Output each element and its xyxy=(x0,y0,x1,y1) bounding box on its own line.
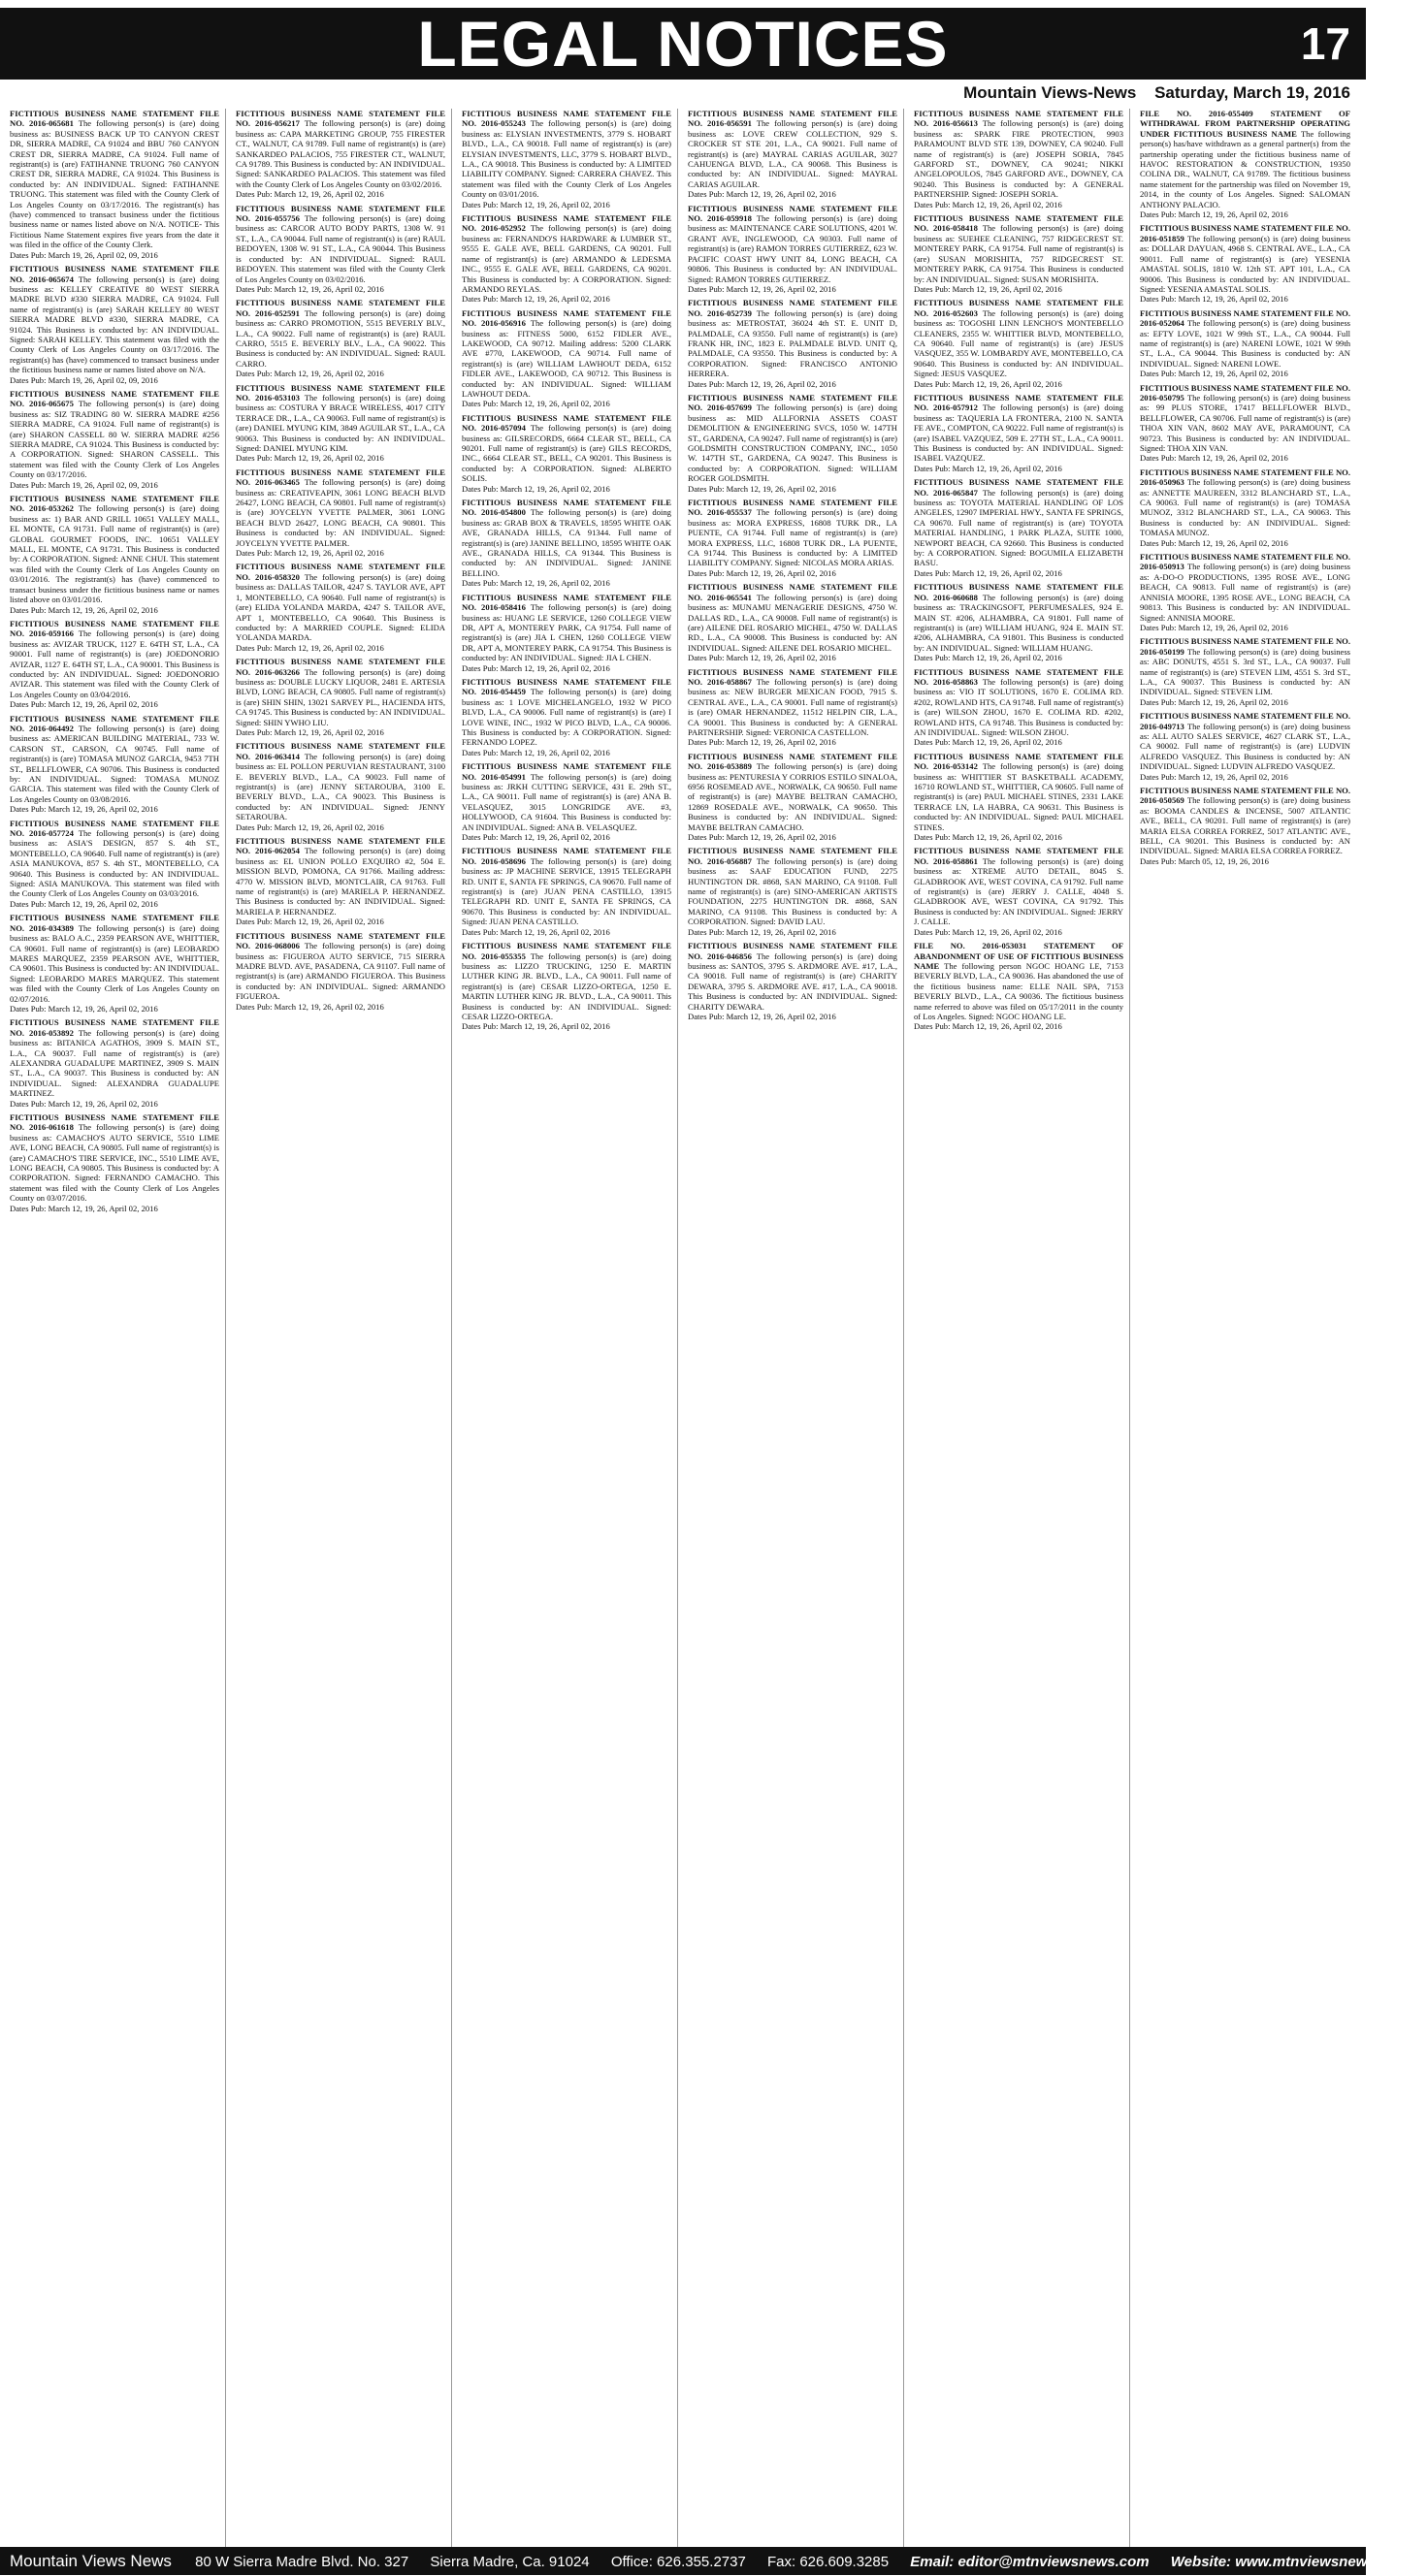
legal-notice xyxy=(462,213,671,305)
legal-notice xyxy=(914,213,1123,294)
legal-notice xyxy=(236,204,445,295)
legal-notice xyxy=(688,846,897,937)
masthead xyxy=(0,0,1366,105)
legal-notice xyxy=(688,204,897,295)
notice-heading: FICTITIOUS BUSINESS NAME STATEMENT FILE NO. 2016-056613 xyxy=(914,109,1123,129)
notice-pub-dates: Dates Pub: March 12, 19, 26, April 02, 2016 xyxy=(236,548,384,559)
notice-pub-dates: Dates Pub: March 12, 19, 26, April 02, 2016 xyxy=(688,1011,836,1021)
notice-body: The following person(s) is (are) doing business as: EL POLLON PERUVIAN RESTAURANT, 3100 E. BEVERLY BLVD., L.A., CA 90023. Full name of registrant(s) is (are) JENNY SETAROUBA, 3100 E. BEVERLY BLVD., L.A., CA 90023. This Business is conducted by: AN INDIVIDUAL. Signed: JENNY SETAROUBA. xyxy=(236,751,445,822)
notice-body: The following person(s) is (are) doing business as: SPARK FIRE PROTECTION, 9903 PARAMOUNT BLVD STE 139, DOWNEY, CA 90240. Full name of registrant(s) is (are) JOSEPH SORIA, 7845 GARFORD ST., DOWNEY, CA 90241; NIKKI ANGELOPOULOS, 7845 GARFORD AVE., DOWNEY, CA 90240. This Business is conducted by: A GENERAL PARTNERSHIP. Signed: JOSEPH SORIA. xyxy=(914,118,1123,200)
notice-heading: FICTITIOUS BUSINESS NAME STATEMENT FILE NO. 2016-054800 xyxy=(462,498,671,518)
notice-pub-dates: Dates Pub: March 12, 19, 26, April 02, 2016 xyxy=(10,1098,158,1109)
legal-notice xyxy=(1140,786,1350,866)
notice-pub-dates: Dates Pub: March 12, 19, 26, April 02, 2016 xyxy=(914,199,1062,209)
notice-heading: FILE NO. 2016-053031 STATEMENT OF ABANDONMENT OF USE OF FICTITIOUS BUSINESS NAME xyxy=(914,941,1123,971)
notice-pub-dates: Dates Pub: March 12, 19, 26, April 02, 2016 xyxy=(10,699,158,710)
legal-notice xyxy=(462,761,671,842)
notice-pub-dates: Dates Pub: March 12, 19, 26, April 02, 2016 xyxy=(1140,537,1288,548)
notice-body: The following person(s) is (are) doing business as: ABC DONUTS, 4551 S. 3rd ST., L.A., CA 90037. Full name of registrant(s) is (are) STEVEN LIM, 4551 S. 3rd ST., L.A., CA 90037. This Business is conducted by: AN INDIVIDUAL. Signed: STEVEN LIM. xyxy=(1140,646,1351,697)
legal-notice xyxy=(236,836,445,927)
notice-pub-dates: Dates Pub: March 12, 19, 26, April 02, 2016 xyxy=(462,578,610,589)
notice-heading: FICTITIOUS BUSINESS NAME STATEMENT FILE NO. 2016-055243 xyxy=(462,109,671,129)
notice-heading: FICTITIOUS BUSINESS NAME STATEMENT FILE NO. 2016-068006 xyxy=(236,930,445,951)
notice-heading: FICTITIOUS BUSINESS NAME STATEMENT FILE NO. 2016-065675 xyxy=(10,388,219,409)
notice-heading: FICTITIOUS BUSINESS NAME STATEMENT FILE NO. 2016-058416 xyxy=(462,592,671,613)
notice-heading: FICTITIOUS BUSINESS NAME STATEMENT FILE NO. 2016-050569 xyxy=(1140,786,1350,806)
notice-heading: FICTITIOUS BUSINESS NAME STATEMENT FILE NO. 2016-057724 xyxy=(10,818,219,839)
notice-heading: FICTITIOUS BUSINESS NAME STATEMENT FILE NO. 2016-052952 xyxy=(462,213,671,234)
legal-notice xyxy=(236,741,445,832)
notice-body: The following person NGOC HOANG LE, 7153 BEVERLY BLVD, L.A., CA 90036. Has abandoned the use of the fictitious business name: ELLE NAIL SPA, 7153 BEVERLY BLVD., L.A., CA 90036. The fictitious business name referred to above was filed on 05/17/2011 in the county of Los Angeles. Signed: NGOC HOANG LE. xyxy=(914,960,1123,1021)
notice-body: The following person(s) is (are) doing business as: KELLEY CREATIVE 80 WEST SIERRA MADRE BLVD #330 SIERRA MADRE, CA 91024. Full name of registrant(s) is (are) SARAH KELLEY 80 WEST SIERRA MADRE BLVD #330, SIERRA MADRE, CA 91024. This Business is conducted by: AN INDIVIDUAL. Signed: SARAH KELLEY. This statement was filed with the County Clerk of Los Angeles County on 03/17/2016. The registrant(s) has (have) commenced to transact business under the fictitious business name or names listed above on N/A. xyxy=(10,274,219,375)
notice-heading: FICTITIOUS BUSINESS NAME STATEMENT FILE NO. 2016-053892 xyxy=(10,1017,219,1038)
notice-pub-dates: Dates Pub: March 12, 19, 26, April 02, 2016 xyxy=(914,653,1062,663)
notice-body: The following person(s) is (are) doing business as: EL UNION POLLO EXQUIRO #2, 504 E. MISSION BLVD, POMONA, CA 91766. Mailing address: 4770 W. MISSION BLVD, MONTCLAIR, CA 91763. Full name of registrant(s) is (are) MARIELA P. HERNANDEZ. This Business is conducted by: AN INDIVIDUAL. Signed: MARIELA P. HERNANDEZ. xyxy=(236,846,445,917)
notice-pub-dates: Dates Pub: March 12, 19, 26, April 02, 2016 xyxy=(462,294,610,305)
legal-notice xyxy=(10,494,219,615)
notice-body: The following person(s) is (are) doing business as: DALLAS TAILOR, 4247 S. TAYLOR AVE, APT 1, MONTEBELLO, CA 90640. Full name of registrant(s) is (are) ELIDA YOLANDA MARDA, 4247 S. TAILOR AVE, APT 1, MONTEBELLO, CA 90640. This Business is conducted by: A MARRIED COUPLE. Signed: ELIDA YOLANDA MARDA. xyxy=(236,571,445,643)
notice-pub-dates: Dates Pub: March 12, 19, 26, April 02, 2016 xyxy=(914,1021,1062,1032)
footer-address: 80 W Sierra Madre Blvd. No. 327 xyxy=(195,2554,409,2570)
legal-notice xyxy=(236,467,445,559)
notice-pub-dates: Dates Pub: March 12, 19, 26, April 02, 2016 xyxy=(236,189,384,200)
notice-body: The following person(s) is (are) doing business as: MORA EXPRESS, 16808 TURK DR., LA PUENTE, CA 91744. Full name of registrant(s) is (are) MORA EXPRESS, LLC, 16808 TURK DR., LA PUENTE, CA 91744. This Business is conducted by: A LIMITED LIABILITY COMPANY. Signed: NICOLAS MORA ARIAS. xyxy=(688,507,897,568)
legal-notice xyxy=(688,393,897,494)
notice-heading: FICTITIOUS BUSINESS NAME STATEMENT FILE NO. 2016-061618 xyxy=(10,1112,219,1133)
notice-pub-dates: Dates Pub: March 19, 26, April 02, 09, 2016 xyxy=(10,374,158,385)
notice-pub-dates: Dates Pub: March 12, 19, 26, April 02, 2016 xyxy=(914,283,1062,294)
legal-notice xyxy=(1140,636,1350,707)
notice-body: The following person(s) is (are) doing business as: HUANG LE SERVICE, 1260 COLLEGE VIEW DR, APT A, MONTEREY PARK, CA 91754. Full name of registrant(s) is (are) JIA L CHEN, 1260 COLLEGE VIEW DR, APT A, MONTEREY PARK, CA 91754. This Business is conducted by: AN INDIVIDUAL. Signed: JIA L CHEN. xyxy=(462,602,671,663)
footer-fax: Fax: 626.609.3285 xyxy=(766,2554,890,2570)
notice-pub-dates: Dates Pub: March 12, 19, 26, April 02, 2016 xyxy=(462,926,610,937)
notice-body: The following person(s) is (are) doing business as: SUEHEE CLEANING, 757 RIDGECREST ST. MONTEREY PARK, CA 91754. Full name of registrant(s) is (are) SUSAN MORISHITA, 757 RIDGECREST ST. MONTEREY PARK, CA 91754. This Business is conducted by: AN INDIVIDUAL. Signed: SUSAN MORISHITA. xyxy=(914,223,1123,284)
notice-heading: FICTITIOUS BUSINESS NAME STATEMENT FILE NO. 2016-055537 xyxy=(688,498,897,518)
notice-heading: FICTITIOUS BUSINESS NAME STATEMENT FILE NO. 2016-058867 xyxy=(688,666,897,687)
notice-heading: FICTITIOUS BUSINESS NAME STATEMENT FILE NO. 2016-053103 xyxy=(236,382,445,402)
notice-heading: FICTITIOUS BUSINESS NAME STATEMENT FILE NO. 2016-054991 xyxy=(462,761,671,782)
notice-body: The following person(s) is (are) doing business as: LOVE CREW COLLECTION, 929 S. CROCKER ST STE 201, L.A., CA 90021. Full name of registrant(s) is (are) MAYRAL CARIAS AGUILAR, 3027 CAHUENGA BLVD, L.A., CA 90068. This Business is conducted by: AN INDIVIDUAL. Signed: MAYRAL CARIAS AGUILAR. xyxy=(688,118,897,189)
notice-body: The following person(s) is (are) doing business as: XTREME AUTO DETAIL, 8045 S. GLADBROOK AVE, WEST COVINA, CA 91792. Full name of registrant(s) is (are) JERRY J. CALLE, 4048 S. GLADBROOK AVE, WEST COVINA, CA 91792. This Business is conducted by: AN INDIVIDUAL. Signed: JERRY J. CALLE. xyxy=(914,855,1123,927)
legal-notice xyxy=(1140,383,1350,464)
notice-pub-dates: Dates Pub: March 12, 19, 26, April 02, 2016 xyxy=(236,369,384,379)
legal-notice xyxy=(688,752,897,843)
notice-heading: FICTITIOUS BUSINESS NAME STATEMENT FILE NO. 2016-060688 xyxy=(914,582,1123,602)
legal-notice xyxy=(10,389,219,490)
notice-body: The following person(s) is (are) doing business as: A-DO-O PRODUCTIONS, 1395 ROSE AVE., LONG BEACH, CA 90813. Full name of registrant(s) is (are) ANNISIA MOORE, 1395 ROSE AVE., LONG BEACH, CA 90813. This Business is conducted by: AN INDIVIDUAL. Signed: ANNISIA MOORE. xyxy=(1140,562,1351,623)
notice-pub-dates: Dates Pub: March 12, 19, 26, April 02, 2016 xyxy=(236,453,384,464)
notice-heading: FICTITIOUS BUSINESS NAME STATEMENT FILE NO. 2016-065541 xyxy=(688,582,897,602)
notice-heading: FICTITIOUS BUSINESS NAME STATEMENT FILE NO. 2016-058863 xyxy=(914,666,1123,687)
notice-body: The following person(s) is (are) doing business as: CARRO PROMOTION, 5515 BEVERLY BLV., L.A., CA 90022. Full name of registrant(s) is (are) RAUL CARRO, 5515 E. BEVERLY BLV., L.A., CA 90022. This Business is conducted by: AN INDIVIDUAL. Signed: RAUL CARRO. xyxy=(236,307,445,369)
notice-pub-dates: Dates Pub: March 12, 19, 26, April 02, 2016 xyxy=(688,378,836,389)
notice-body: The following person(s) is (are) doing business as: TAQUERIA LA FRONTERA, 2100 N. SANTA FE AVE., COMPTON, CA 90222. Full name of registrant(s) is (are) ISABEL VAZQUEZ, 509 E. 27TH ST., L.A., CA 90011. This Business is conducted by: AN INDIVIDUAL. Signed: ISABEL VAZQUEZ. xyxy=(914,402,1123,464)
legal-notice xyxy=(1140,467,1350,548)
column-6 xyxy=(1140,109,1356,2547)
notice-pub-dates: Dates Pub: March 12, 19, 26, April 02, 2016 xyxy=(688,483,836,494)
legal-notice xyxy=(914,752,1123,843)
notice-pub-dates: Dates Pub: March 12, 19, 26, April 02, 2016 xyxy=(236,1001,384,1012)
notice-pub-dates: Dates Pub: March 19, 26, April 02, 09, 2016 xyxy=(10,479,158,490)
notice-pub-dates: Dates Pub: March 12, 19, 26, April 02, 2016 xyxy=(1140,294,1288,305)
column-3 xyxy=(462,109,678,2547)
legal-notice xyxy=(914,298,1123,389)
notice-heading: FICTITIOUS BUSINESS NAME STATEMENT FILE NO. 2016-057094 xyxy=(462,412,671,434)
notice-pub-dates: Dates Pub: March 12, 19, 26, April 02, 2016 xyxy=(462,399,610,409)
notice-pub-dates: Dates Pub: March 12, 19, 26, April 02, 2016 xyxy=(914,567,1062,578)
legal-notice xyxy=(914,667,1123,748)
notice-heading: FICTITIOUS BUSINESS NAME STATEMENT FILE NO. 2016-055756 xyxy=(236,203,445,224)
legal-notice xyxy=(688,498,897,578)
notice-heading: FICTITIOUS BUSINESS NAME STATEMENT FILE NO. 2016-065674 xyxy=(10,264,219,284)
legal-notice xyxy=(10,1017,219,1109)
notice-pub-dates: Dates Pub: March 12, 19, 26, April 02, 2016 xyxy=(1140,369,1288,379)
footer-publication: Mountain Views News xyxy=(10,2552,172,2570)
notice-heading: FICTITIOUS BUSINESS NAME STATEMENT FILE NO. 2016-058418 xyxy=(914,213,1123,234)
notice-heading: FILE NO. 2016-055409 STATEMENT OF WITHDRAWAL FROM PARTNERSHIP OPERATING UNDER FICTITIOUS BUSINESS NAME xyxy=(1140,109,1350,139)
notice-pub-dates: Dates Pub: March 12, 19, 26, April 02, 2016 xyxy=(236,283,384,294)
notice-heading: FICTITIOUS BUSINESS NAME STATEMENT FILE NO. 2016-050795 xyxy=(1140,382,1350,402)
notice-pub-dates: Dates Pub: March 12, 19, 26, April 02, 2016 xyxy=(462,199,610,209)
notice-body: The following person(s) is (are) doing business as: CAPA MARKETING GROUP, 755 FIRESTER CT., WALNUT, CA 91789. Full name of registrant(s) is (are) SANKARDEO PALACIOS, 755 FIRESTER CT., WALNUT, CA 91789. This Business is conducted by: AN INDIVIDUAL. Signed: SANKARDEO PALACIOS. This statement was filed with the County Clerk of Los Angeles County on 03/02/2016. xyxy=(236,118,445,189)
notice-body: The following person(s) is (are) doing business as: SAAF EDUCATION FUND, 2275 HUNTINGTON DR. #868, SAN MARINO, CA 91108. Full name of registrant(s) is (are) SINO-AMERICAN ARTISTS FOUNDATION, 2275 HUNTINGTON DR. #868, SAN MARINO, CA 91108. This Business is conducted by: A CORPORATION. Signed: DAVID LAU. xyxy=(688,855,897,927)
legal-notice xyxy=(914,477,1123,578)
notice-pub-dates: Dates Pub: March 12, 19, 26, April 02, 2016 xyxy=(1140,209,1288,220)
notice-body: The following person(s) is (are) doing business as: ELYSIAN INVESTMENTS, 3779 S. HOBART BLVD., L.A., CA 90018. Full name of registrant(s) is (are) ELYSIAN INVESTMENTS, LLC, 3779 S. HOBART BLVD., L.A., CA 90018. This Business is conducted by: A LIMITED LIABILITY COMPANY. Signed: CARRERA CHAVEZ. This statement was filed with the County Clerk of Los Angeles County on 03/01/2016. xyxy=(462,118,671,200)
notice-body: The following person(s) is (are) doing business as: BALO A.C., 2359 PEARSON AVE, WHITTIER, CA 90601. Full name of registrant(s) is (are) LEOBARDO MARES MARQUEZ, 2359 PEARSON AVE, WHITTIER, CA 90601. This Business is conducted by: AN INDIVIDUAL. Signed: LEOBARDO MARES MARQUEZ. This statement was filed with the County Clerk of Los Angeles County on 02/07/2016. xyxy=(10,922,219,1004)
notice-body: The following person(s) is (are) doing business as: TOGOSHI LINN LENCHO'S MONTEBELLO CLEANERS, 2355 W. WHITTIER BLVD, MONTEBELLO, CA 90640. Full name of registrant(s) is (are) JESUS VASQUEZ, 355 W. LOMBARDY AVE, MONTEBELLO, CA 90640. This Business is conducted by: AN INDIVIDUAL. Signed: JESUS VASQUEZ. xyxy=(914,307,1123,379)
notice-pub-dates: Dates Pub: March 12, 19, 26, April 02, 2016 xyxy=(10,804,158,815)
notice-pub-dates: Dates Pub: March 12, 19, 26, April 02, 2016 xyxy=(462,832,610,843)
notice-body: The following person(s) is (are) doing business as: EFTY LOVE, 1021 W 99th ST., L.A., CA 90044. Full name of registrant(s) is (are) NARENI LOWE, 1021 W 99th ST., L.A., CA 90044. This Business is conducted by: AN INDIVIDUAL. Signed: NARENI LOWE. xyxy=(1140,318,1351,369)
notice-pub-dates: Dates Pub: March 12, 19, 26, April 02, 2016 xyxy=(236,642,384,653)
legal-notice xyxy=(10,264,219,385)
notice-pub-dates: Dates Pub: March 12, 19, 26, April 02, 2016 xyxy=(688,567,836,578)
legal-notice xyxy=(10,913,219,1014)
notice-heading: FICTITIOUS BUSINESS NAME STATEMENT FILE NO. 2016-057699 xyxy=(688,392,897,413)
legal-notice xyxy=(688,582,897,662)
notice-heading: FICTITIOUS BUSINESS NAME STATEMENT FILE NO. 2016-063465 xyxy=(236,467,445,488)
section-title: LEGAL NOTICES xyxy=(417,8,949,80)
notice-heading: FICTITIOUS BUSINESS NAME STATEMENT FILE NO. 2016-050963 xyxy=(1140,467,1350,488)
notice-heading: FICTITIOUS BUSINESS NAME STATEMENT FILE NO. 2016-052064 xyxy=(1140,307,1350,329)
notice-pub-dates: Dates Pub: March 12, 19, 26, April 02, 2016 xyxy=(688,737,836,748)
notice-body: The following person(s) is (are) doing business as: AVIZAR TRUCK, 1127 E. 64TH ST, L.A., CA 90001. Full name of registrant(s) is (are) JOEDONORIO AVIZAR, 1127 E. 64TH ST, L.A., CA 90001. This Business is conducted by: AN INDIVIDUAL. Signed: JOEDONORIO AVIZAR. This statement was filed with the County Clerk of Los Angeles County on 03/04/2016. xyxy=(10,628,219,699)
legal-notice xyxy=(10,714,219,815)
column-1 xyxy=(10,109,226,2547)
notice-heading: FICTITIOUS BUSINESS NAME STATEMENT FILE NO. 2016-056591 xyxy=(688,109,897,129)
notice-body: The following person(s) is (are) doing business as: MID ALLFORNIA ASSETS COAST DEMOLITION & ENGINEERING SVCS, 1050 W. 147TH ST., GARDENA, CA 90247. Full name of registrant(s) is (are) GOLDSMITH CONSTRUCTION COMPANY, INC., 1050 W. 147TH ST., GARDENA, CA 90247. This Business is conducted by: A CORPORATION. Signed: WILLIAM ROGER GOLDSMITH. xyxy=(688,402,897,484)
notice-body: The following person(s) is (are) doing business as: MAINTENANCE CARE SOLUTIONS, 4201 W. GRANT AVE, INGLEWOOD, CA 90303. Full name of registrant(s) is (are) RAMON TORRES GUTIERREZ, 623 W. PACIFIC COAST HWY UNIT 84, LONG BEACH, CA 90806. This Business is conducted by: AN INDIVIDUAL. Signed: RAMON TORRES GUTIERREZ. xyxy=(688,213,897,284)
notice-pub-dates: Dates Pub: March 12, 19, 26, April 02, 2016 xyxy=(914,378,1062,389)
notice-heading: FICTITIOUS BUSINESS NAME STATEMENT FILE NO. 2016-059918 xyxy=(688,203,897,224)
legal-notice xyxy=(236,931,445,1012)
notice-columns xyxy=(10,109,1356,2547)
legal-notice xyxy=(1140,711,1350,782)
notice-heading: FICTITIOUS BUSINESS NAME STATEMENT FILE NO. 2016-063414 xyxy=(236,741,445,761)
notice-pub-dates: Dates Pub: March 12, 19, 26, April 02, 2016 xyxy=(688,189,836,200)
legal-notice xyxy=(914,109,1123,209)
footer-website[interactable]: Website: www.mtnviewsnews.com xyxy=(1170,2554,1410,2570)
notice-body: The following person(s) is (are) doing business as: TRACKINGSOFT, PERFUMESALES, 924 E. MAIN ST. #206, ALHAMBRA, CA 91801. Full name of registrant(s) is (are) WILLIAM HUANG, 924 E. MAIN ST. #206, ALHAMBRA, CA 91801. This Business is conducted by: AN INDIVIDUAL. Signed: WILLIAM HUANG. xyxy=(914,592,1123,653)
notice-pub-dates: Dates Pub: March 12, 19, 26, April 02, 2016 xyxy=(1140,696,1288,707)
legal-notice xyxy=(462,941,671,1032)
notice-heading: FICTITIOUS BUSINESS NAME STATEMENT FILE NO. 2016-050913 xyxy=(1140,552,1350,572)
notice-pub-dates: Dates Pub: March 12, 19, 26, April 02, 2016 xyxy=(462,1021,610,1032)
notice-pub-dates: Dates Pub: March 12, 19, 26, April 02, 2016 xyxy=(462,483,610,494)
notice-body: The following person(s) is (are) doing business as: CAMACHO'S AUTO SERVICE, 5510 LIME AVE, LONG BEACH, CA 90805. Full name of registrant(s) is (are) CAMACHO'S TIRE SERVICE, INC., 5510 LIME AVE, LONG BEACH, CA 90805. This Business is conducted by: A CORPORATION. Signed: FERNANDO CAMACHO. This statement was filed with the County Clerk of Los Angeles County on 03/07/2016. xyxy=(10,1122,219,1204)
column-2 xyxy=(236,109,452,2547)
footer xyxy=(0,2547,1410,2575)
notice-pub-dates: Dates Pub: March 19, 26, April 02, 09, 2016 xyxy=(10,249,158,260)
notice-pub-dates: Dates Pub: March 05, 12, 19, 26, 2016 xyxy=(1140,855,1269,866)
notice-body: The following person(s) is (are) doing business as: ASIA'S DESIGN, 857 S. 4th ST., MONTEBELLO, CA 90640. Full name of registrant(s) is (are) ASIA MANUKOVA, 857 S. 4th ST., MONTEBELLO, CA 90640. This Business is conducted by: AN INDIVIDUAL. Signed: ASIA MANUKOVA. This statement was filed with the County Clerk of Los Angeles County on 03/03/2016. xyxy=(10,828,219,899)
notice-body: The following person(s) is (are) doing business as: BITANICA AGATHOS, 3909 S. MAIN ST., L.A., CA 90037. Full name of registrant(s) is (are) ALEXANDRA GUADALUPE MARTINEZ, 3909 S. MAIN ST., L.A., CA 90037. This Business is conducted by: AN INDIVIDUAL. Signed: ALEXANDRA GUADALUPE MARTINEZ. xyxy=(10,1027,219,1099)
legal-notice xyxy=(914,846,1123,937)
notice-body: The following person(s) is (are) doing business as: NEW BURGER MEXICAN FOOD, 7915 S. CENTRAL AVE., L.A., CA 90001. Full name of registrant(s) is (are) OMAR HERNANDEZ, 11512 HELPIN CIR, L.A., CA 90001. This Business is conducted by: A GENERAL PARTNERSHIP. Signed: VERONICA CASTELLON. xyxy=(688,676,897,737)
notice-pub-dates: Dates Pub: March 12, 19, 26, April 02, 2016 xyxy=(10,898,158,909)
notice-pub-dates: Dates Pub: March 12, 19, 26, April 02, 2016 xyxy=(688,653,836,663)
notice-heading: FICTITIOUS BUSINESS NAME STATEMENT FILE NO. 2016-058696 xyxy=(462,846,671,866)
notice-heading: FICTITIOUS BUSINESS NAME STATEMENT FILE NO. 2016-064492 xyxy=(10,713,219,733)
notice-body: The following person(s) is (are) doing business as: 99 PLUS STORE, 17417 BELLFLOWER BLVD., BELLFLOWER, CA 90706. Full name of registrant(s) is (are) THOA XIN VAN, 8602 MAY AVE, PARAMOUNT, CA 90723. This Business is conducted by: AN INDIVIDUAL. Signed: THOA XIN VAN. xyxy=(1140,392,1351,453)
legal-notice xyxy=(462,593,671,673)
legal-notice xyxy=(10,819,219,910)
issue-date: Saturday, March 19, 2016 xyxy=(1154,83,1350,102)
notice-heading: FICTITIOUS BUSINESS NAME STATEMENT FILE NO. 2016-052603 xyxy=(914,298,1123,318)
legal-notice xyxy=(236,383,445,464)
notice-body: The following person(s) is (are) doing business as: WHITTIER ST BASKETBALL ACADEMY, 16710 ROWLAND ST., WHITTIER, CA 90605. Full name of registrant(s) is (are) PAUL MICHAEL STINES, 2331 LAKE TERRACE LN, LA HABRA, CA 90631. This Business is conducted by: AN INDIVIDUAL. Signed: PAUL MICHAEL STINES. xyxy=(914,761,1123,832)
notice-body: The following person(s) is (are) doing business as: COSTURA Y BRACE WIRELESS, 4017 CITY TERRACE DR., L.A., CA 90063. Full name of registrant(s) is (are) DANIEL MYUNG KIM, 3849 AGUILAR ST., L.A., CA 90063. This Business is conducted by: AN INDIVIDUAL. Signed: DANIEL MYUNG KIM. xyxy=(236,392,445,453)
legal-notice xyxy=(688,667,897,748)
notice-body: The following person(s) is (are) doing business as: CARCOR AUTO BODY PARTS, 1308 W. 91 ST., L.A., CA 90044. Full name of registrant(s) is (are) RAUL BEDOYEN, 1308 W. 91 ST., L.A., CA 90044. This Business is conducted by: AN INDIVIDUAL. Signed: RAUL BEDOYEN. This statement was filed with the County Clerk of Los Angeles County on 03/02/2016. xyxy=(236,213,445,284)
notice-body: The following person(s) is (are) doing business as: TOYOTA MATERIAL HANDLING OF LOS ANGELES, 12907 IMPERIAL HWY., SANTA FE SPRINGS, CA 90670. Full name of registrant(s) is (are) TOYOTA MATERIAL HANDLING, 1 PARK PLAZA, SUITE 1000, NEWPORT BEACH, CA 92660. This Business is conducted by: A CORPORATION. Signed: BOGUMILA ELIZABETH BASU. xyxy=(914,487,1123,568)
publication-name: Mountain Views-News xyxy=(963,83,1137,102)
notice-heading: FICTITIOUS BUSINESS NAME STATEMENT FILE NO. 2016-063266 xyxy=(236,657,445,677)
footer-office-phone: Office: 626.355.2737 xyxy=(610,2554,746,2570)
legal-notice xyxy=(1140,552,1350,632)
notice-body: The following person(s) is (are) doing business as: FERNANDO'S HARDWARE & LUMBER ST., 9555 E. GALE AVE, BELL GARDENS, CA 90201. Full name of registrant(s) is (are) ARMANDO & LEDESMA INC., 9555 E. GALE AVE, BELL GARDENS, CA 90201. This Business is conducted by: A CORPORATION. Signed: ARMANDO REYLAS. xyxy=(462,223,671,294)
legal-notice xyxy=(10,109,219,260)
notice-heading: FICTITIOUS BUSINESS NAME STATEMENT FILE NO. 2016-054459 xyxy=(462,676,671,697)
notice-pub-dates: Dates Pub: March 12, 19, 26, April 02, 2016 xyxy=(10,604,158,615)
legal-notice xyxy=(236,562,445,653)
notice-body: The following person(s) is (are) doing business as: ANNETTE MAUREEN, 3312 BLANCHARD ST., L.A., CA 90063. Full name of registrant(s) is (are) TOMASA MUNOZ, 3312 BLANCHARD ST., L.A., CA 90063. This Business is conducted by: AN INDIVIDUAL. Signed: TOMASA MUNOZ. xyxy=(1140,477,1351,538)
notice-body: The following person(s) is (are) doing business as: 1 LOVE MICHELANGELO, 1932 W PICO BLVD, L.A., CA 90006. Full name of registrant(s) is (are) I LOVE WINE, INC., 1932 W PICO BLVD, L.A., CA 90006. This Business is conducted by: A CORPORATION. Signed: FERNANDO LOPEZ. xyxy=(462,687,671,748)
notice-pub-dates: Dates Pub: March 12, 19, 26, April 02, 2016 xyxy=(10,1203,158,1213)
legal-notice xyxy=(462,498,671,589)
notice-body: The following person(s) is (are) doing business as: 1) BAR AND GRILL 10651 VALLEY MALL, EL MONTE, CA 91731. Full name of registrant(s) is (are) GLOBAL GOURMET FOODS, INC. 10651 VALLEY MALL, EL MONTE, CA 91731. This Business is conducted by: A CORPORATION. Signed: ANNE CHUI. This statement was filed with the County Clerk of Los Angeles County on 03/01/2016. The registrant(s) has (have) commenced to transact business under the fictitious business name or names listed above on 03/01/2016. xyxy=(10,503,219,605)
notice-pub-dates: Dates Pub: March 12, 19, 26, April 02, 2016 xyxy=(688,283,836,294)
notice-body: The following person(s) is (are) doing business as: METROSTAT, 36024 4th ST. E. UNIT D, PALMDALE, CA 93550. Full name of registrant(s) is (are) FRANK HR, INC, 1823 E. PALMDALE BLVD. UNIT Q, PALMDALE, CA 93550. This Business is conducted by: A CORPORATION. Signed: FRANCISCO ANTONIO HERRERA. xyxy=(688,307,897,379)
legal-notice xyxy=(236,298,445,378)
notice-body: The following person(s) is (are) doing business as: GRAB BOX & TRAVELS, 18595 WHITE OAK AVE, GRANADA HILLS, CA 91344. Full name of registrant(s) is (are) JANINE BELLINO, 18595 WHITE OAK AVE., GRANADA HILLS, CA 91344. This Business is conducted by: AN INDIVIDUAL. Signed: JANINE BELLINO. xyxy=(462,507,671,578)
notice-heading: FICTITIOUS BUSINESS NAME STATEMENT FILE NO. 2016-056916 xyxy=(462,307,671,329)
legal-notice xyxy=(914,941,1123,1032)
notice-pub-dates: Dates Pub: March 12, 19, 26, April 02, 2016 xyxy=(914,463,1062,473)
notice-pub-dates: Dates Pub: March 12, 19, 26, April 02, 2016 xyxy=(1140,771,1288,782)
notice-heading: FICTITIOUS BUSINESS NAME STATEMENT FILE NO. 2016-065847 xyxy=(914,477,1123,498)
legal-notice xyxy=(688,941,897,1021)
legal-notice xyxy=(462,677,671,757)
dateline xyxy=(950,83,1350,103)
notice-heading: FICTITIOUS BUSINESS NAME STATEMENT FILE NO. 2016-034389 xyxy=(10,913,219,933)
notice-pub-dates: Dates Pub: March 12, 19, 26, April 02, 2016 xyxy=(1140,453,1288,464)
notice-pub-dates: Dates Pub: March 12, 19, 26, April 02, 2016 xyxy=(1140,622,1288,632)
notice-body: The following person(s) is (are) doing business as: JRKH CUTTING SERVICE, 431 E. 29th ST., L.A., CA 90011. Full name of registrant(s) is (are) ANA B. VELASQUEZ, 3015 LONGRIDGE AVE. #3, HOLLYWOOD, CA 91604. This Business is conducted by: AN INDIVIDUAL. Signed: ANA B. VELASQUEZ. xyxy=(462,771,671,832)
notice-heading: FICTITIOUS BUSINESS NAME STATEMENT FILE NO. 2016-050199 xyxy=(1140,636,1350,657)
notice-heading: FICTITIOUS BUSINESS NAME STATEMENT FILE NO. 2016-058861 xyxy=(914,846,1123,866)
notice-body: The following person(s) is (are) doing business as: FITNESS 5000, 6152 FIDLER AVE., LAKEWOOD, CA 90712. Mailing address: 5200 CLARK AVE #770, LAKEWOOD, CA 90714. Full name of registrant(s) is (are) WILLIAM LAWHOUT DEDA, 6152 FIDLER AVE., LAKEWOOD, CA 90712. This Business is conducted by: AN INDIVIDUAL. Signed: WILLIAM LAWHOUT DEDA. xyxy=(462,318,671,399)
legal-notice xyxy=(236,657,445,737)
notice-body: The following person(s) is (are) doing business as: DOUBLE LUCKY LIQUOR, 2481 E. ARTESIA BLVD, LONG BEACH, CA 90805. Full name of registrant(s) is (are) SHIN SHIN, 13021 SARVEY PL., HACIENDA HTS, CA 91745. This Business is conducted by: AN INDIVIDUAL. Signed: SHIN YWHO LIU. xyxy=(236,666,445,727)
notice-heading: FICTITIOUS BUSINESS NAME STATEMENT FILE NO. 2016-051859 xyxy=(1140,223,1350,243)
notice-heading: FICTITIOUS BUSINESS NAME STATEMENT FILE NO. 2016-057912 xyxy=(914,392,1123,413)
legal-notice xyxy=(462,413,671,494)
legal-notice xyxy=(236,109,445,200)
notice-pub-dates: Dates Pub: March 12, 19, 26, April 02, 2016 xyxy=(10,1003,158,1014)
notice-heading: FICTITIOUS BUSINESS NAME STATEMENT FILE NO. 2016-056887 xyxy=(688,846,897,866)
notice-heading: FICTITIOUS BUSINESS NAME STATEMENT FILE NO. 2016-058320 xyxy=(236,562,445,582)
notice-body: The following person(s) is (are) doing business as: BOOMA CANDLES & INCENSE, 5007 ATLANTIC AVE., BELL, CA 90201. Full name of registrant(s) is (are) MARIA ELSA CORREA FORREZ, 5017 ATLANTIC AVE., BELL, CA 90201. This Business is conducted by: AN INDIVIDUAL. Signed: MARIA ELSA CORREA FORREZ. xyxy=(1140,795,1351,856)
notice-body: The following person(s) is (are) doing business as: JP MACHINE SERVICE, 13915 TELEGRAPH RD. UNIT E, SANTA FE SPRINGS, CA 90670. Full name of registrant(s) is (are) JUAN PENA CASTILLO, 13915 TELEGRAPH RD. UNIT E, SANTA FE SPRINGS, CA 90670. This Business is conducted by: AN INDIVIDUAL. Signed: JUAN PENA CASTILLO. xyxy=(462,855,671,927)
legal-notice xyxy=(914,393,1123,473)
notice-body: The following person(s) is (are) doing business as: BUSINESS BACK UP TO CANYON CREST DR, SIERRA MADRE, CA 91024 and BBU 760 CANYON CREST DR, SIERRA MADRE, CA 91024. Full name of registrant(s) is (are) FATIHANNE TRUONG 760 CANYON CREST DR, SIERRA MADRE, CA 91024. This Business is conducted by: AN INDIVIDUAL. Signed: FATIHANNE TRUONG. This statement was filed with the County Clerk of Los Angeles County on 03/17/2016. The registrant(s) has (have) commenced to transact business under the fictitious business name or names listed above on N/A. NOTICE- This Fictitious Name Statement expires five years from the date it was filed in the office of the County Clerk. xyxy=(10,118,219,250)
notice-body: The following person(s) is (are) doing business as: VIO IT SOLUTIONS, 1670 E. COLIMA RD. #202, ROWLAND HTS, CA 91748. Full name of registrant(s) is (are) WILSON ZHOU, 1670 E. COLIMA RD. #202, ROWLAND HTS, CA 91748. This Business is conducted by: AN INDIVIDUAL. Signed: WILSON ZHOU. xyxy=(914,676,1123,737)
notice-pub-dates: Dates Pub: March 12, 19, 26, April 02, 2016 xyxy=(688,926,836,937)
footer-email[interactable]: Email: editor@mtnviewsnews.com xyxy=(910,2554,1150,2570)
notice-pub-dates: Dates Pub: March 12, 19, 26, April 02, 2016 xyxy=(914,737,1062,748)
notice-body: The following person(s) is (are) doing business as: PENTURESIA Y CORRIOS ESTILO SINALOA, 6956 ROSEMEAD AVE., NORWALK, CA 90650. Full name of registrant(s) is (are) MAYBE BELTRAN CAMACHO, 12869 ROSEDALE AVE., NORWALK, CA 90650. This Business is conducted by: AN INDIVIDUAL. Signed: MAYBE BELTRAN CAMACHO. xyxy=(688,761,897,832)
notice-body: The following person(s) is (are) doing business as: AMERICAN BUILDING MATERIAL, 733 W. CARSON ST., CARSON, CA 90745. Full name of registrant(s) is (are) TOMASA MUNOZ GARCIA, 9453 7TH ST., BELLFLOWER, CA 90706. This Business is conducted by: AN INDIVIDUAL. Signed: TOMASA MUNOZ GARCIA. This statement was filed with the County Clerk of Los Angeles County on 03/08/2016. xyxy=(10,723,219,804)
legal-notice xyxy=(462,846,671,937)
notice-body: The following person(s) is (are) doing business as: CREATIVEAPIN, 3061 LONG BEACH BLVD 26427, LONG BEACH, CA 90801. Full name of registrant(s) is (are) JOYCELYN YVETTE PALMER, 3061 LONG BEACH BLVD 26427, LONG BEACH, CA 90801. This Business is conducted by: AN INDIVIDUAL. Signed: JOYCELYN YVETTE PALMER. xyxy=(236,477,445,548)
notice-heading: FICTITIOUS BUSINESS NAME STATEMENT FILE NO. 2016-053142 xyxy=(914,751,1123,772)
notice-heading: FICTITIOUS BUSINESS NAME STATEMENT FILE NO. 2016-059166 xyxy=(10,618,219,639)
notice-heading: FICTITIOUS BUSINESS NAME STATEMENT FILE NO. 2016-052739 xyxy=(688,298,897,318)
notice-body: The following person(s) is (are) doing business as: SANTOS, 3795 S. ARDMORE AVE. #17, L.A., CA 90018. Full name of registrant(s) is (are) CHARITY DEWARA, 3795 S. ARDMORE AVE. #17, L.A., CA 90018. This Business is conducted by: AN INDIVIDUAL. Signed: CHARITY DEWARA. xyxy=(688,950,897,1012)
legal-notice xyxy=(914,582,1123,662)
page-number: 17 xyxy=(1300,18,1350,69)
notice-body: The following person(s) is (are) doing business as: DOLLAR DAYUAN, 4968 S. CENTRAL AVE., L.A., CA 90011. Full name of registrant(s) is (are) YESENIA AMASTAL SOLIS, 1810 W. 12th ST. APT 101, L.A., CA 90006. This Business is conducted by: AN INDIVIDUAL. Signed: YESENIA AMASTAL SOLIS. xyxy=(1140,233,1351,294)
notice-body: The following person(s) is (are) doing business as: GILSRECORDS, 6664 CLEAR ST., BELL, CA 90201. Full name of registrant(s) is (are) GILS RECORDS, INC., 6664 CLEAR ST., BELL, CA 90201. This Business is conducted by: A CORPORATION. Signed: ALBERTO SOLIS. xyxy=(462,423,671,484)
legal-notice xyxy=(462,308,671,409)
notice-pub-dates: Dates Pub: March 12, 19, 26, April 02, 2016 xyxy=(914,926,1062,937)
notice-heading: FICTITIOUS BUSINESS NAME STATEMENT FILE NO. 2016-065681 xyxy=(10,109,219,129)
notice-heading: FICTITIOUS BUSINESS NAME STATEMENT FILE NO. 2016-052591 xyxy=(236,298,445,318)
notice-heading: FICTITIOUS BUSINESS NAME STATEMENT FILE NO. 2016-062054 xyxy=(236,836,445,856)
notice-body: The following person(s) is (are) doing business as: FIGUEROA AUTO SERVICE, 715 SIERRA MADRE BLVD. AVE, PASADENA, CA 91107. Full name of registrant(s) is (are) ARMANDO FIGUEROA. This Business is conducted by: AN INDIVIDUAL. Signed: ARMANDO FIGUEROA. xyxy=(236,941,445,1002)
notice-heading: FICTITIOUS BUSINESS NAME STATEMENT FILE NO. 2016-049713 xyxy=(1140,711,1350,731)
notice-heading: FICTITIOUS BUSINESS NAME STATEMENT FILE NO. 2016-056217 xyxy=(236,109,445,129)
notice-body: The following person(s) is (are) doing business as: LIZZO TRUCKING, 1250 E. MARTIN LUTHER KING JR. BLVD., L.A., CA 90011. Full name of registrant(s) is (are) CESAR LIZZO-ORTEGA, 1250 E. MARTIN LUTHER KING JR. BLVD., L.A., CA 90011. This Business is conducted by: AN INDIVIDUAL. Signed: CESAR LIZZO-ORTEGA. xyxy=(462,950,671,1021)
notice-pub-dates: Dates Pub: March 12, 19, 26, April 02, 2016 xyxy=(236,726,384,737)
legal-notice xyxy=(462,109,671,209)
notice-pub-dates: Dates Pub: March 12, 19, 26, April 02, 2016 xyxy=(688,832,836,843)
legal-notice xyxy=(688,109,897,200)
notice-body: The following person(s) is (are) doing business as: MUNAMU MENAGERIE DESIGNS, 4750 W. DALLAS RD., L.A., CA 90008. Full name of registrant(s) is (are) AILENE DEL ROSARIO MICHEL, 4750 W. DALLAS RD., L.A., CA 90008. This Business is conducted by: AN INDIVIDUAL. Signed: AILENE DEL ROSARIO MICHEL. xyxy=(688,592,897,653)
legal-notice xyxy=(688,298,897,389)
notice-heading: FICTITIOUS BUSINESS NAME STATEMENT FILE NO. 2016-055355 xyxy=(462,941,671,961)
notice-pub-dates: Dates Pub: March 12, 19, 26, April 02, 2016 xyxy=(462,662,610,673)
footer-city: Sierra Madre, Ca. 91024 xyxy=(430,2554,590,2570)
notice-pub-dates: Dates Pub: March 12, 19, 26, April 02, 2016 xyxy=(236,821,384,832)
notice-pub-dates: Dates Pub: March 12, 19, 26, April 02, 2016 xyxy=(914,832,1062,843)
legal-notice xyxy=(1140,109,1350,219)
notice-body: The following person(s) is (are) doing business as: ALL AUTO SALES SERVICE, 4627 CLARK ST., L.A., CA 90002. Full name of registrant(s) is (are) LUDVIN ALFREDO VASQUEZ. This Business is conducted by: AN INDIVIDUAL. Signed: LUDVIN ALFREDO VASQUEZ. xyxy=(1140,721,1351,772)
legal-notice xyxy=(1140,223,1350,304)
column-4 xyxy=(688,109,904,2547)
notice-body: The following person(s) is (are) doing business as: SIZ TRADING 80 W. SIERRA MADRE #256 SIERRA MADRE, CA 91024. Full name of registrant(s) is (are) SHARON CASSELL 80 W. SIERRA MADRE #256 SIERRA MADRE, CA 91024. This Business is conducted by: A CORPORATION. Signed: SHARON CASSELL. This statement was filed with the County Clerk of Los Angeles County on 03/17/2016. xyxy=(10,399,219,480)
legal-notice xyxy=(10,619,219,710)
notice-pub-dates: Dates Pub: March 12, 19, 26, April 02, 2016 xyxy=(462,747,610,757)
legal-notice xyxy=(10,1112,219,1213)
notice-heading: FICTITIOUS BUSINESS NAME STATEMENT FILE NO. 2016-053262 xyxy=(10,494,219,514)
column-5 xyxy=(914,109,1130,2547)
notice-heading: FICTITIOUS BUSINESS NAME STATEMENT FILE NO. 2016-046856 xyxy=(688,941,897,961)
legal-notice xyxy=(1140,308,1350,379)
notice-body: The following person(s) has/have withdrawn as a general partner(s) from the partnership operating under the fictitious business name of HAVOC RESTORATION & CONSTRUCTION, 19350 COLINA DR., WALNUT, CA 91789. The fictitious business name statement for the partnership was filed on November 19, 2014, in the county of Los Angeles. Signed: SALOMAN ANTHONY PALACIO. xyxy=(1140,128,1350,209)
notice-pub-dates: Dates Pub: March 12, 19, 26, April 02, 2016 xyxy=(236,917,384,927)
notice-heading: FICTITIOUS BUSINESS NAME STATEMENT FILE NO. 2016-053889 xyxy=(688,751,897,772)
